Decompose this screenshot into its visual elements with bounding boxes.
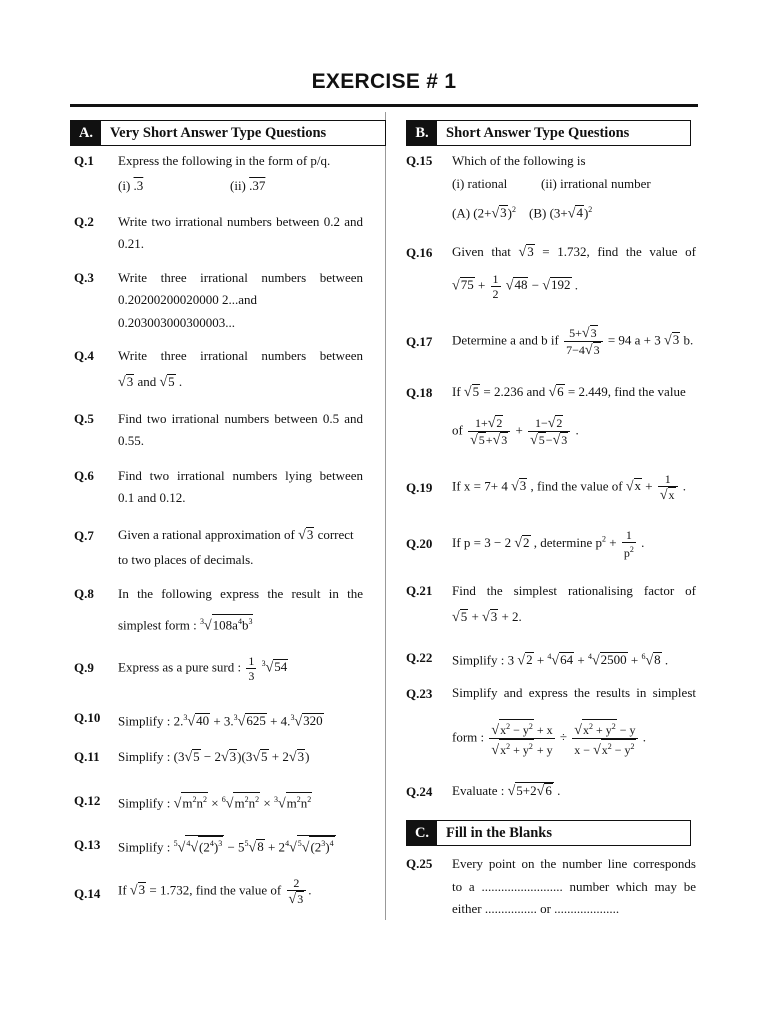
- question-text-line: either ................ or ....................: [452, 901, 620, 916]
- question-part-ii: (ii) .37: [230, 178, 266, 193]
- question-number: Q.20: [406, 536, 433, 551]
- section-label: Short Answer Type Questions: [446, 124, 630, 141]
- question-text-line: Write three irrational numbers between: [118, 270, 363, 285]
- question-math: simplest form : $^3√108a^4b^3$: [118, 611, 253, 638]
- question-math: If √5 = 2.236 and √6 = 2.449, find the value: [452, 384, 686, 400]
- section-letter: A.: [71, 121, 101, 145]
- question-text-line: Write two irrational numbers between 0.2 and: [118, 214, 363, 229]
- question-text-line: Every point on the number line corresponds: [452, 856, 696, 871]
- question-text-line: Which of the following is: [452, 153, 586, 168]
- question-text-line: 0.21.: [118, 236, 144, 251]
- question-text-line: Find two irrational numbers between 0.5 and: [118, 411, 363, 426]
- question-math: Given that √3 = 1.732, find the value of: [452, 244, 697, 260]
- question-number: Q.5: [74, 411, 94, 426]
- question-text: Express the following in the form of p/q.: [118, 153, 331, 168]
- question-part-i: (i) .3: [118, 178, 144, 193]
- question-number: Q.14: [74, 886, 101, 901]
- question-number: Q.13: [74, 837, 101, 852]
- question-number: Q.15: [406, 153, 433, 168]
- question-text-line: In the following express the result in the: [118, 586, 363, 601]
- question-number: Q.8: [74, 586, 94, 601]
- question-number: Q.24: [406, 784, 433, 799]
- question-math: of $\frac{1+√2}{√5+√3}$ + $\frac{1-√2}{√5-√3}$ .: [452, 416, 579, 448]
- question-number: Q.7: [74, 528, 94, 543]
- question-number: Q.19: [406, 480, 433, 495]
- section-b-header: [406, 120, 691, 146]
- question-text-line: Write three irrational numbers between: [118, 348, 363, 363]
- question-number: Q.16: [406, 245, 433, 260]
- question-math: Determine a and b if $\frac{5+√3}{7-4√3}$ = 94 a + 3 √3 b.: [452, 326, 694, 358]
- page-title: EXERCISE # 1: [311, 70, 457, 93]
- question-math: Simplify : (3√5 − 2√3)(3√5 + 2√3): [118, 749, 310, 765]
- section-a-header: [70, 120, 386, 146]
- question-text-line: 0.203003000300003...: [118, 315, 235, 330]
- question-number: Q.18: [406, 385, 433, 400]
- question-math: Simplify : $√m^2n^2 \times ^6√m^2n^2 \times ^3√m^2n^2$: [118, 789, 312, 816]
- question-number: Q.2: [74, 214, 94, 229]
- question-math: √75 + $\frac{1}{2}$ √48 − √192 .: [452, 272, 578, 301]
- question-math: If p = 3 − 2 √2 , determine $p^2$ + $\frac{1}{p^2}$ .: [452, 528, 645, 560]
- question-number: Q.4: [74, 348, 94, 363]
- question-number: Q.25: [406, 856, 433, 871]
- question-number: Q.9: [74, 660, 94, 675]
- section-label: Fill in the Blanks: [446, 824, 552, 841]
- question-number: Q.22: [406, 650, 433, 665]
- question-number: Q.12: [74, 793, 101, 808]
- question-text-line: 0.1 and 0.12.: [118, 490, 186, 505]
- question-math: form : $\frac{√x^2 - y^2 + x}{√x^2 + y^2 + y}$ ÷ $\frac{√x^2 + y^2 - y}{x - √x^2 - y^2}$ .: [452, 719, 646, 758]
- section-letter: C.: [407, 821, 437, 845]
- question-number: Q.3: [74, 270, 94, 285]
- question-number: Q.17: [406, 334, 433, 349]
- column-divider: [385, 112, 386, 920]
- question-text-line: 0.20200200020000 2...and: [118, 292, 258, 307]
- section-letter: B.: [407, 121, 437, 145]
- question-math: √5 + √3 + 2.: [452, 609, 522, 625]
- question-text-line: Simplify and express the results in simplest: [452, 685, 696, 700]
- question-math: If x = 7+ 4 √3 , find the value of √x + $\frac{1}{√x}$ .: [452, 472, 687, 503]
- question-math: Simplify : 3 √2 + $^4$√64 + $^4$√2500 + $^6$√8 .: [452, 652, 669, 669]
- question-math: Simplify : 2.$^3$√40 + 3.$^3$√625 + 4.$^3$√320: [118, 713, 323, 730]
- question-text-line: to two places of decimals.: [118, 552, 254, 567]
- question-text-line: to a ......................... number which may be: [452, 879, 696, 894]
- question-number: Q.1: [74, 153, 94, 168]
- question-text-line: 0.55.: [118, 433, 144, 448]
- question-math: Evaluate : √5+2√6 .: [452, 783, 561, 799]
- question-math: Given a rational approximation of √3 correct: [118, 527, 354, 543]
- question-number: Q.11: [74, 749, 100, 764]
- section-c-header: [406, 820, 691, 846]
- question-math: √3 and √5 .: [118, 374, 183, 390]
- question-math: (A) $(2+√3)^2$ (B) $(3+√4)^2$: [452, 205, 593, 222]
- question-text-line: Find the simplest rationalising factor of: [452, 583, 696, 598]
- question-number: Q.10: [74, 710, 101, 725]
- question-math: Simplify : $^5√^4√(2^4)^3 - 5^5√8 + 2^4√^5√(2^3)^4$: [118, 833, 336, 860]
- title-rule: [70, 104, 698, 107]
- question-part: (ii) irrational number: [541, 176, 651, 191]
- question-part: (i) rational: [452, 176, 508, 191]
- question-number: Q.23: [406, 686, 433, 701]
- question-number: Q.6: [74, 468, 94, 483]
- question-math: Express as a pure surd : $\frac{1}{3}$ $^3$√54: [118, 653, 288, 683]
- question-math: If √3 = 1.732, find the value of $\frac{2}{√3}$ .: [118, 876, 312, 907]
- question-number: Q.21: [406, 583, 433, 598]
- section-label: Very Short Answer Type Questions: [110, 124, 327, 141]
- question-text-line: Find two irrational numbers lying between: [118, 468, 363, 483]
